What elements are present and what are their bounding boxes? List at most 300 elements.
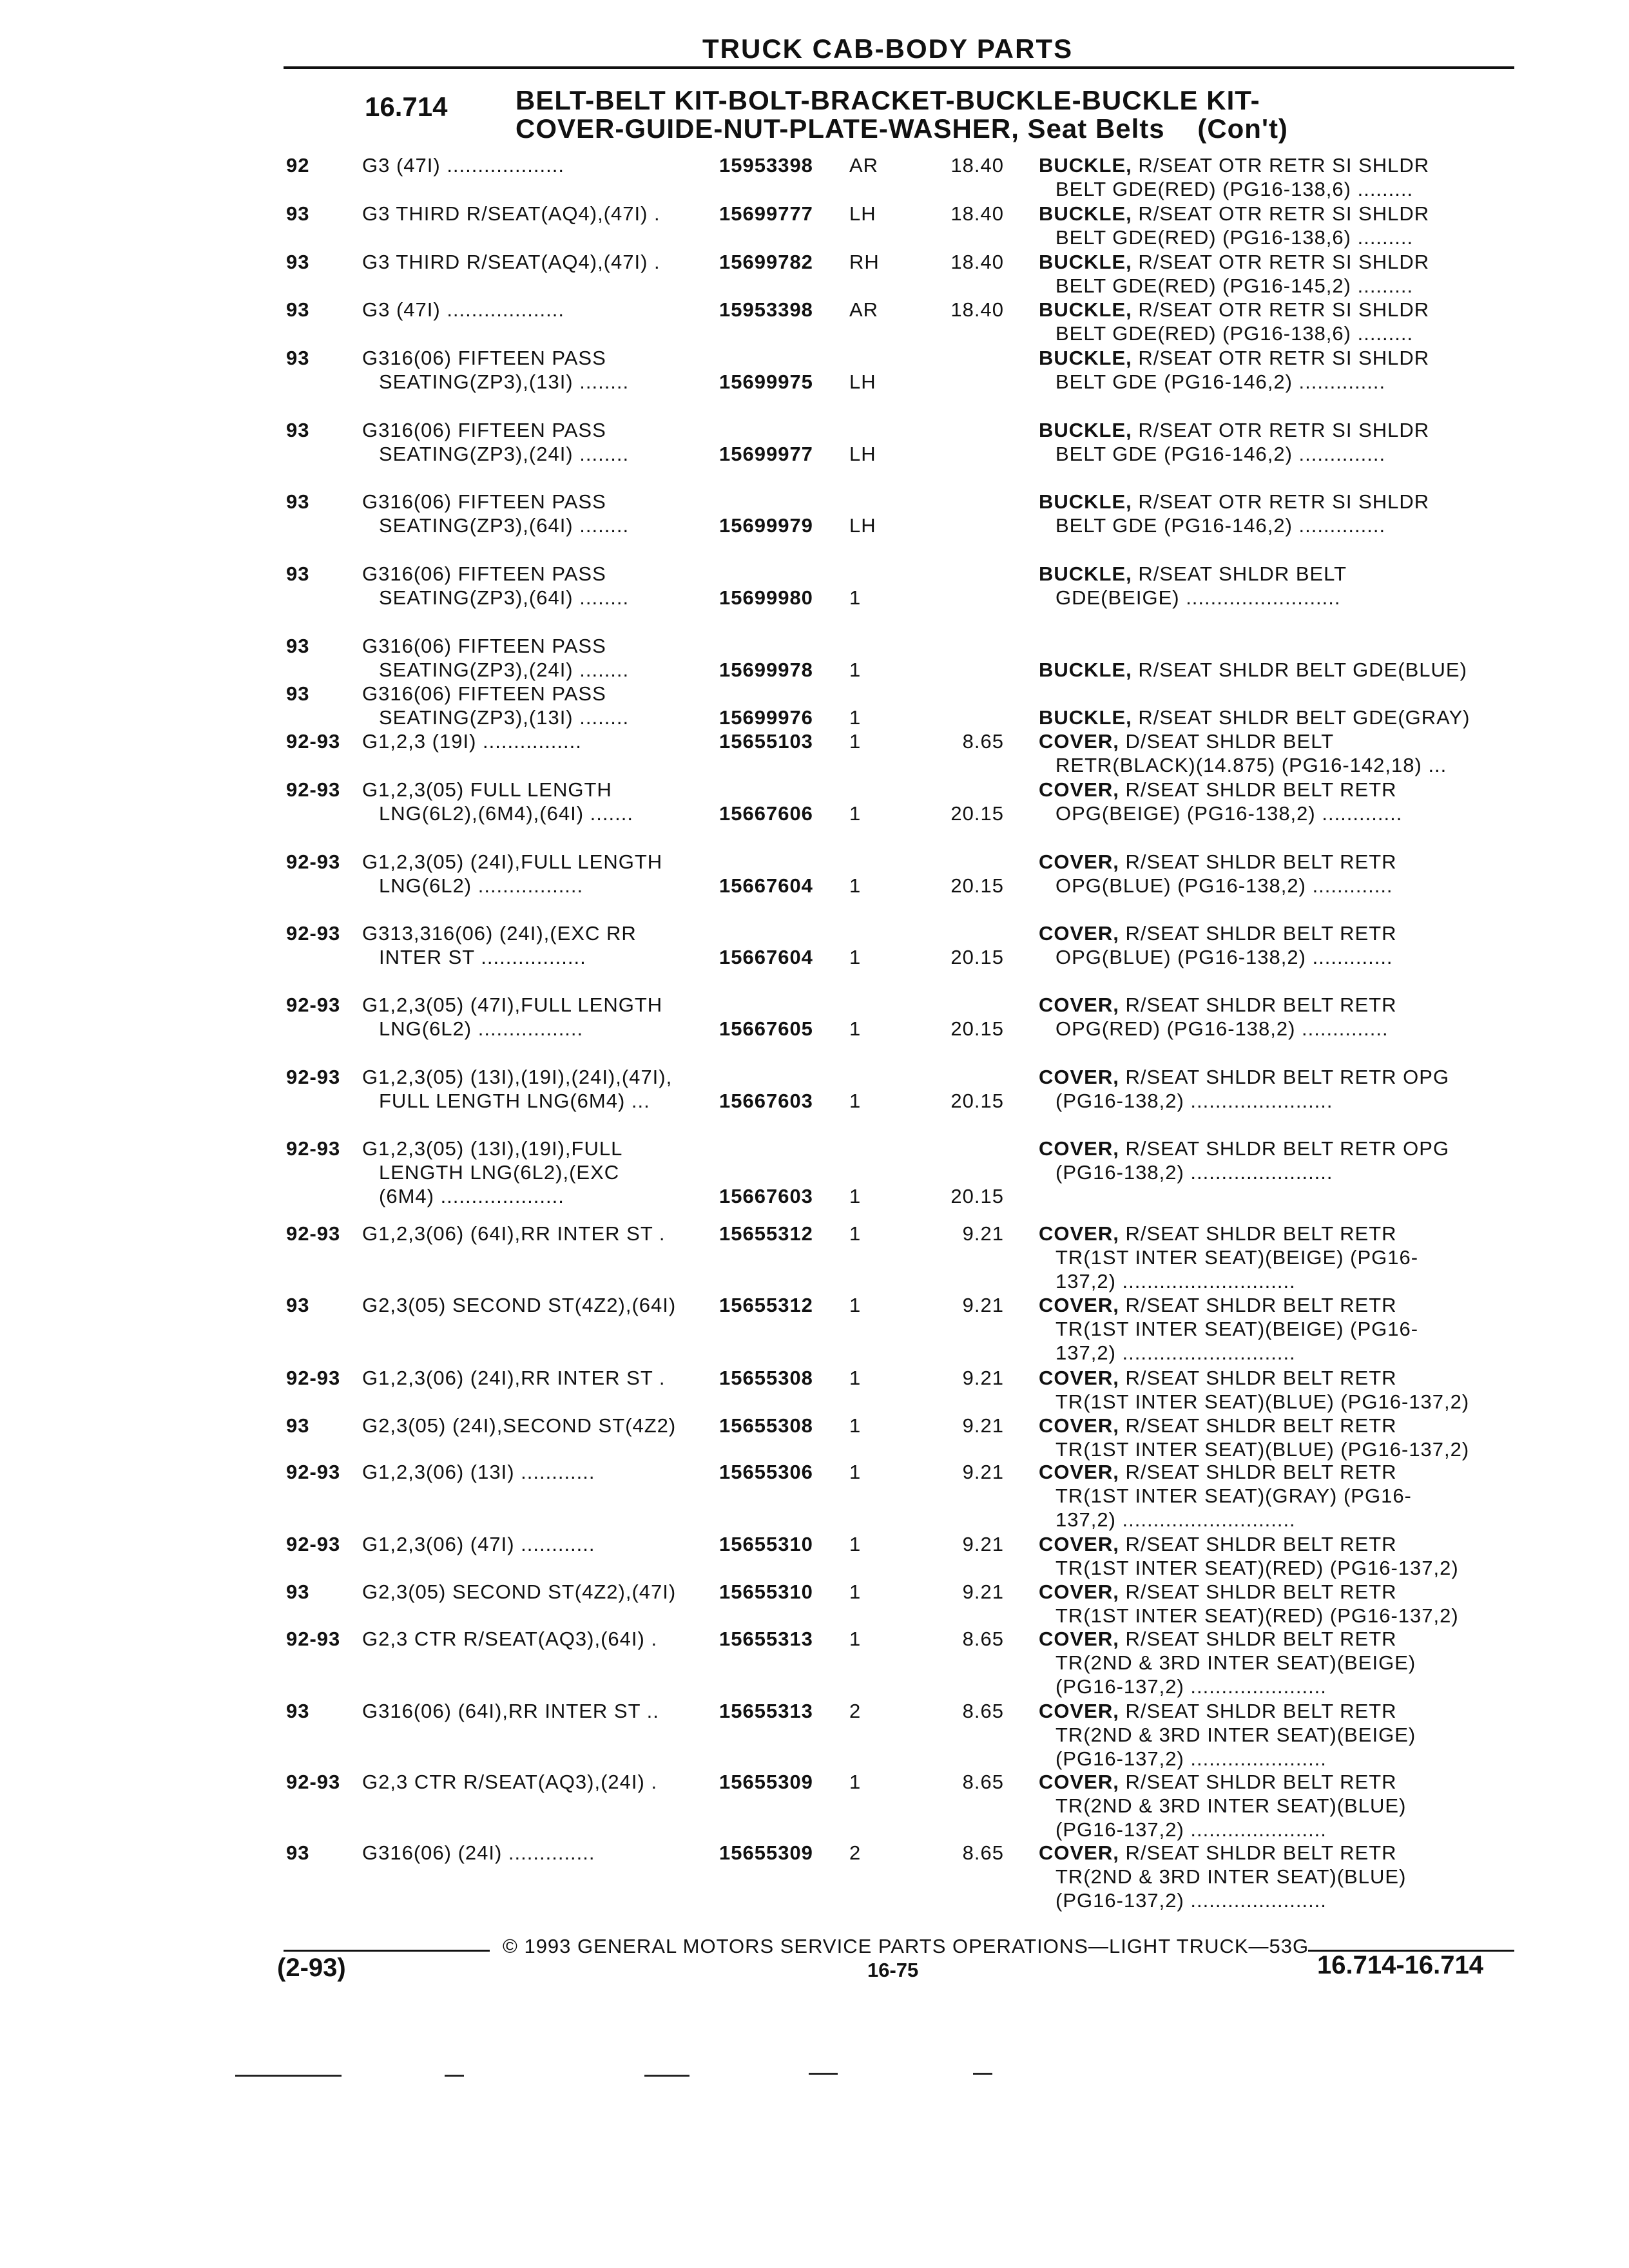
description-line: TR(2ND & 3RD INTER SEAT)(BEIGE) <box>1055 1724 1416 1746</box>
page-header-title: TRUCK CAB-BODY PARTS <box>702 34 1074 64</box>
usage-text <box>362 682 717 729</box>
footer-section-range: 16.714-16.714 <box>1317 1951 1484 1979</box>
price: 9.21 <box>962 1533 1004 1555</box>
quantity: AR <box>849 298 879 321</box>
model-year: 93 <box>286 251 310 273</box>
price: 8.65 <box>962 1700 1004 1722</box>
usage-text <box>362 1065 717 1113</box>
part-name: COVER, <box>1039 1581 1119 1603</box>
usage-text <box>362 1222 717 1245</box>
usage-line: G1,2,3(06) (13I) ............ <box>362 1461 595 1483</box>
usage-text <box>362 1366 717 1390</box>
description-line: BELT GDE(RED) (PG16-138,6) ......... <box>1055 322 1414 345</box>
quantity: 1 <box>849 802 862 825</box>
description-line: TR(1ST INTER SEAT)(RED) (PG16-137,2) <box>1055 1557 1459 1579</box>
part-number: 15699975 <box>719 370 813 393</box>
description-line: RETR(BLACK)(14.875) (PG16-142,18) ... <box>1055 754 1447 776</box>
section-title-cont: (Con't) <box>1197 113 1288 144</box>
description-line: TR(2ND & 3RD INTER SEAT)(BLUE) <box>1055 1865 1407 1888</box>
part-description <box>1039 1222 1503 1293</box>
part-name: BUCKLE, <box>1039 562 1132 585</box>
description-line: R/SEAT SHLDR BELT RETR <box>1125 1771 1397 1793</box>
price: 20.15 <box>950 874 1004 897</box>
description-line: BELT GDE (PG16-146,2) .............. <box>1055 514 1386 537</box>
part-description <box>1039 729 1503 777</box>
part-description <box>1039 993 1503 1041</box>
part-number: 15655310 <box>719 1533 813 1555</box>
description-line: R/SEAT SHLDR BELT RETR OPG <box>1125 1066 1450 1088</box>
usage-line: LNG(6L2) ................. <box>379 1017 584 1040</box>
part-number: 15699782 <box>719 251 813 273</box>
description-line: TR(1ST INTER SEAT)(BEIGE) (PG16- <box>1055 1318 1419 1340</box>
quantity: AR <box>849 154 879 177</box>
usage-line: G313,316(06) (24I),(EXC RR <box>362 922 637 945</box>
quantity: LH <box>849 202 876 225</box>
price: 20.15 <box>950 1090 1004 1112</box>
description-line: R/SEAT SHLDR BELT RETR <box>1125 1841 1397 1864</box>
usage-text <box>362 1841 717 1865</box>
part-description <box>1039 418 1503 466</box>
usage-line: G3 (47I) ................... <box>362 298 564 321</box>
model-year: 92-93 <box>286 1461 341 1483</box>
usage-text <box>362 202 717 226</box>
description-line: R/SEAT OTR RETR SI SHLDR <box>1138 298 1430 321</box>
description-line: D/SEAT SHLDR BELT <box>1125 730 1335 753</box>
quantity: 1 <box>849 1294 862 1316</box>
description-line: R/SEAT SHLDR BELT RETR <box>1125 778 1397 801</box>
price: 18.40 <box>950 251 1004 273</box>
part-description <box>1039 1627 1503 1698</box>
quantity: 1 <box>849 946 862 968</box>
part-number: 15953398 <box>719 298 813 321</box>
part-description <box>1039 346 1503 394</box>
model-year: 92-93 <box>286 1771 341 1793</box>
model-year: 92-93 <box>286 1628 341 1650</box>
price: 20.15 <box>950 802 1004 825</box>
model-year: 92-93 <box>286 1367 341 1389</box>
description-line: TR(1ST INTER SEAT)(GRAY) (PG16- <box>1055 1485 1412 1507</box>
scan-mark <box>235 2075 342 2077</box>
description-line: R/SEAT SHLDR BELT RETR <box>1125 994 1397 1016</box>
description-line: R/SEAT SHLDR BELT RETR <box>1125 1461 1397 1483</box>
usage-text <box>362 1699 717 1723</box>
description-line: BELT GDE (PG16-146,2) .............. <box>1055 370 1386 393</box>
quantity: 1 <box>849 1185 862 1207</box>
part-description <box>1039 1065 1503 1113</box>
usage-line: INTER ST ................. <box>379 946 586 968</box>
price: 9.21 <box>962 1461 1004 1483</box>
model-year: 93 <box>286 298 310 321</box>
model-year: 92-93 <box>286 922 341 945</box>
description-line: (PG16-138,2) ....................... <box>1055 1090 1333 1112</box>
usage-text <box>362 1137 717 1208</box>
section-number: 16.714 <box>365 91 448 122</box>
part-description <box>1039 1460 1503 1532</box>
usage-line: G2,3(05) (24I),SECOND ST(4Z2) <box>362 1414 677 1437</box>
part-name: COVER, <box>1039 1533 1119 1555</box>
part-name: BUCKLE, <box>1039 490 1132 513</box>
part-name: COVER, <box>1039 1771 1119 1793</box>
model-year: 92-93 <box>286 1222 341 1245</box>
description-line: TR(1ST INTER SEAT)(RED) (PG16-137,2) <box>1055 1604 1459 1627</box>
part-number: 15667604 <box>719 874 813 897</box>
part-number: 15667603 <box>719 1090 813 1112</box>
part-number: 15953398 <box>719 154 813 177</box>
usage-line: SEATING(ZP3),(64I) ........ <box>379 514 630 537</box>
usage-line: G1,2,3 (19I) ................ <box>362 730 582 753</box>
usage-line: (6M4) .................... <box>379 1185 564 1207</box>
description-line: R/SEAT SHLDR BELT GDE(BLUE) <box>1138 658 1467 681</box>
part-number: 15667606 <box>719 802 813 825</box>
usage-text <box>362 1627 717 1651</box>
usage-text <box>362 1770 717 1794</box>
model-year: 93 <box>286 1700 310 1722</box>
description-line: R/SEAT OTR RETR SI SHLDR <box>1138 419 1430 441</box>
description-line: R/SEAT SHLDR BELT RETR <box>1125 1628 1397 1650</box>
usage-line: G2,3(05) SECOND ST(4Z2),(64I) <box>362 1294 677 1316</box>
usage-line: SEATING(ZP3),(13I) ........ <box>379 706 630 729</box>
price: 9.21 <box>962 1367 1004 1389</box>
usage-text <box>362 1580 717 1604</box>
part-name: BUCKLE, <box>1039 202 1132 225</box>
usage-line: SEATING(ZP3),(24I) ........ <box>379 443 630 465</box>
usage-line: G316(06) FIFTEEN PASS <box>362 490 606 513</box>
description-line: R/SEAT SHLDR BELT RETR <box>1125 1294 1397 1316</box>
section-title-line2: COVER-GUIDE-NUT-PLATE-WASHER, Seat Belts <box>516 113 1165 144</box>
footer-date-code: (2-93) <box>277 1954 346 1982</box>
part-name: BUCKLE, <box>1039 298 1132 321</box>
model-year: 93 <box>286 419 310 441</box>
usage-line: SEATING(ZP3),(24I) ........ <box>379 658 630 681</box>
usage-text <box>362 298 717 322</box>
model-year: 93 <box>286 202 310 225</box>
quantity: 1 <box>849 586 862 609</box>
price: 9.21 <box>962 1294 1004 1316</box>
usage-text <box>362 850 717 898</box>
quantity: 1 <box>849 706 862 729</box>
part-number: 15667604 <box>719 946 813 968</box>
description-line: R/SEAT SHLDR BELT GDE(GRAY) <box>1138 706 1470 729</box>
description-line: OPG(BLUE) (PG16-138,2) ............. <box>1055 946 1393 968</box>
part-name: BUCKLE, <box>1039 658 1132 681</box>
part-number: 15699979 <box>719 514 813 537</box>
part-number: 15699978 <box>719 658 813 681</box>
part-name: COVER, <box>1039 1461 1119 1483</box>
model-year: 92 <box>286 154 310 177</box>
description-line: (PG16-138,2) ....................... <box>1055 1161 1333 1184</box>
usage-line: G3 (47I) ................... <box>362 154 564 177</box>
quantity: 1 <box>849 1367 862 1389</box>
description-line: TR(2ND & 3RD INTER SEAT)(BEIGE) <box>1055 1651 1416 1674</box>
part-number: 15655313 <box>719 1700 813 1722</box>
part-name: COVER, <box>1039 1414 1119 1437</box>
scan-mark <box>973 2073 992 2075</box>
part-description <box>1039 658 1503 682</box>
quantity: 1 <box>849 1628 862 1650</box>
usage-line: G3 THIRD R/SEAT(AQ4),(47I) . <box>362 251 660 273</box>
usage-text <box>362 250 717 274</box>
scan-mark <box>445 2075 464 2077</box>
usage-text <box>362 1414 717 1437</box>
part-name: BUCKLE, <box>1039 419 1132 441</box>
quantity: 1 <box>849 1090 862 1112</box>
description-line: BELT GDE(RED) (PG16-145,2) ......... <box>1055 274 1414 297</box>
description-line: OPG(BLUE) (PG16-138,2) ............. <box>1055 874 1393 897</box>
part-name: COVER, <box>1039 922 1119 945</box>
part-name: COVER, <box>1039 1841 1119 1864</box>
usage-line: G1,2,3(05) (24I),FULL LENGTH <box>362 850 663 873</box>
price: 20.15 <box>950 1185 1004 1207</box>
section-title <box>516 86 1405 143</box>
usage-text <box>362 729 717 753</box>
part-description <box>1039 562 1503 610</box>
usage-line: SEATING(ZP3),(64I) ........ <box>379 586 630 609</box>
quantity: 1 <box>849 1222 862 1245</box>
part-name: COVER, <box>1039 1294 1119 1316</box>
description-line: 137,2) ............................ <box>1055 1270 1296 1293</box>
model-year: 92-93 <box>286 730 341 753</box>
part-number: 15655310 <box>719 1581 813 1603</box>
description-line: (PG16-137,2) ...................... <box>1055 1818 1327 1841</box>
description-line: R/SEAT OTR RETR SI SHLDR <box>1138 202 1430 225</box>
part-number: 15667603 <box>719 1185 813 1207</box>
price: 20.15 <box>950 1017 1004 1040</box>
description-line: R/SEAT SHLDR BELT RETR <box>1125 1414 1397 1437</box>
part-description <box>1039 1532 1503 1580</box>
quantity: 1 <box>849 1533 862 1555</box>
quantity: 1 <box>849 658 862 681</box>
quantity: LH <box>849 443 876 465</box>
description-line: OPG(RED) (PG16-138,2) .............. <box>1055 1017 1389 1040</box>
usage-line: G1,2,3(05) (47I),FULL LENGTH <box>362 994 663 1016</box>
header-rule <box>284 66 1514 69</box>
price: 8.65 <box>962 1628 1004 1650</box>
footer-rule-left <box>284 1950 490 1952</box>
part-description <box>1039 490 1503 537</box>
model-year: 93 <box>286 1294 310 1316</box>
description-line: R/SEAT SHLDR BELT RETR OPG <box>1125 1137 1450 1160</box>
part-number: 15655313 <box>719 1628 813 1650</box>
model-year: 92-93 <box>286 778 341 801</box>
part-description <box>1039 153 1503 201</box>
footer-page-number: 16-75 <box>867 1959 919 1981</box>
description-line: R/SEAT SHLDR BELT RETR <box>1125 1700 1397 1722</box>
description-line: (PG16-137,2) ...................... <box>1055 1889 1327 1912</box>
usage-line: G2,3(05) SECOND ST(4Z2),(47I) <box>362 1581 677 1603</box>
scan-mark <box>809 2073 838 2075</box>
part-name: COVER, <box>1039 994 1119 1016</box>
usage-line: G316(06) FIFTEEN PASS <box>362 635 606 657</box>
price: 20.15 <box>950 946 1004 968</box>
description-line: TR(1ST INTER SEAT)(BLUE) (PG16-137,2) <box>1055 1438 1470 1461</box>
description-line: BELT GDE (PG16-146,2) .............. <box>1055 443 1386 465</box>
quantity: LH <box>849 514 876 537</box>
part-name: COVER, <box>1039 1628 1119 1650</box>
part-description <box>1039 1293 1503 1365</box>
price: 9.21 <box>962 1414 1004 1437</box>
usage-line: G1,2,3(05) (13I),(19I),(24I),(47I), <box>362 1066 673 1088</box>
description-line: R/SEAT SHLDR BELT RETR <box>1125 922 1397 945</box>
usage-text <box>362 562 717 610</box>
section-title-line1: BELT-BELT KIT-BOLT-BRACKET-BUCKLE-BUCKLE KIT- <box>516 85 1260 115</box>
usage-line: G1,2,3(06) (47I) ............ <box>362 1533 595 1555</box>
part-number: 15699777 <box>719 202 813 225</box>
price: 18.40 <box>950 298 1004 321</box>
part-name: COVER, <box>1039 730 1119 753</box>
part-name: COVER, <box>1039 778 1119 801</box>
description-line: TR(1ST INTER SEAT)(BEIGE) (PG16- <box>1055 1246 1419 1269</box>
usage-line: G316(06) (64I),RR INTER ST .. <box>362 1700 659 1722</box>
description-line: 137,2) ............................ <box>1055 1508 1296 1531</box>
part-description <box>1039 1580 1503 1628</box>
usage-text <box>362 153 717 177</box>
description-line: BELT GDE(RED) (PG16-138,6) ......... <box>1055 178 1414 200</box>
description-line: R/SEAT OTR RETR SI SHLDR <box>1138 490 1430 513</box>
usage-text <box>362 346 717 394</box>
usage-text <box>362 1460 717 1484</box>
usage-text <box>362 1532 717 1556</box>
model-year: 93 <box>286 1841 310 1864</box>
description-line: GDE(BEIGE) ......................... <box>1055 586 1341 609</box>
part-number: 15655312 <box>719 1294 813 1316</box>
part-description <box>1039 1770 1503 1841</box>
quantity: 1 <box>849 1581 862 1603</box>
usage-text <box>362 490 717 537</box>
price: 9.21 <box>962 1222 1004 1245</box>
part-number: 15699980 <box>719 586 813 609</box>
description-line: TR(1ST INTER SEAT)(BLUE) (PG16-137,2) <box>1055 1390 1470 1413</box>
price: 18.40 <box>950 202 1004 225</box>
part-number: 15667605 <box>719 1017 813 1040</box>
part-number: 15655103 <box>719 730 813 753</box>
usage-line: G3 THIRD R/SEAT(AQ4),(47I) . <box>362 202 660 225</box>
part-name: COVER, <box>1039 1066 1119 1088</box>
part-description <box>1039 921 1503 969</box>
usage-line: G316(06) (24I) .............. <box>362 1841 595 1864</box>
model-year: 93 <box>286 635 310 657</box>
part-description <box>1039 778 1503 825</box>
part-name: COVER, <box>1039 850 1119 873</box>
usage-line: G1,2,3(06) (24I),RR INTER ST . <box>362 1367 666 1389</box>
price: 18.40 <box>950 154 1004 177</box>
usage-text <box>362 634 717 682</box>
quantity: 1 <box>849 874 862 897</box>
description-line: R/SEAT SHLDR BELT RETR <box>1125 850 1397 873</box>
part-number: 15655306 <box>719 1461 813 1483</box>
scan-mark <box>644 2075 689 2077</box>
description-line: (PG16-137,2) ...................... <box>1055 1675 1327 1698</box>
part-description <box>1039 1366 1503 1414</box>
description-line: R/SEAT OTR RETR SI SHLDR <box>1138 347 1430 369</box>
model-year: 92-93 <box>286 1533 341 1555</box>
description-line: R/SEAT SHLDR BELT RETR <box>1125 1222 1397 1245</box>
part-number: 15655309 <box>719 1841 813 1864</box>
part-description <box>1039 298 1503 345</box>
usage-line: LNG(6L2) ................. <box>379 874 584 897</box>
description-line: R/SEAT SHLDR BELT RETR <box>1125 1533 1397 1555</box>
part-description <box>1039 1137 1503 1184</box>
usage-line: G316(06) FIFTEEN PASS <box>362 682 606 705</box>
usage-line: G316(06) FIFTEEN PASS <box>362 347 606 369</box>
usage-line: SEATING(ZP3),(13I) ........ <box>379 370 630 393</box>
part-description <box>1039 706 1503 729</box>
quantity: 1 <box>849 1461 862 1483</box>
footer-copyright: © 1993 GENERAL MOTORS SERVICE PARTS OPERATIONS—LIGHT TRUCK—53G <box>503 1935 1309 1957</box>
model-year: 93 <box>286 682 310 705</box>
part-number: 15655308 <box>719 1414 813 1437</box>
model-year: 92-93 <box>286 850 341 873</box>
description-line: R/SEAT SHLDR BELT RETR <box>1125 1367 1397 1389</box>
usage-text <box>362 921 717 969</box>
quantity: RH <box>849 251 880 273</box>
quantity: 1 <box>849 730 862 753</box>
quantity: 1 <box>849 1414 862 1437</box>
quantity: LH <box>849 370 876 393</box>
part-description <box>1039 1841 1503 1912</box>
quantity: 1 <box>849 1017 862 1040</box>
model-year: 92-93 <box>286 1066 341 1088</box>
part-name: BUCKLE, <box>1039 347 1132 369</box>
model-year: 93 <box>286 490 310 513</box>
model-year: 93 <box>286 347 310 369</box>
quantity: 2 <box>849 1700 862 1722</box>
usage-line: G316(06) FIFTEEN PASS <box>362 562 606 585</box>
usage-line: LENGTH LNG(6L2),(EXC <box>379 1161 620 1184</box>
usage-line: G1,2,3(05) (13I),(19I),FULL <box>362 1137 623 1160</box>
description-line: 137,2) ............................ <box>1055 1341 1296 1364</box>
usage-line: G1,2,3(05) FULL LENGTH <box>362 778 612 801</box>
usage-line: LNG(6L2),(6M4),(64I) ....... <box>379 802 633 825</box>
description-line: BELT GDE(RED) (PG16-138,6) ......... <box>1055 226 1414 249</box>
part-name: BUCKLE, <box>1039 251 1132 273</box>
part-name: BUCKLE, <box>1039 154 1132 177</box>
price: 8.65 <box>962 730 1004 753</box>
part-name: COVER, <box>1039 1700 1119 1722</box>
description-line: OPG(BEIGE) (PG16-138,2) ............. <box>1055 802 1403 825</box>
part-name: COVER, <box>1039 1137 1119 1160</box>
description-line: R/SEAT SHLDR BELT <box>1138 562 1347 585</box>
part-description <box>1039 850 1503 898</box>
part-number: 15655308 <box>719 1367 813 1389</box>
part-name: COVER, <box>1039 1222 1119 1245</box>
part-number: 15699977 <box>719 443 813 465</box>
model-year: 92-93 <box>286 994 341 1016</box>
model-year: 93 <box>286 1581 310 1603</box>
part-number: 15655312 <box>719 1222 813 1245</box>
part-description <box>1039 202 1503 249</box>
price: 9.21 <box>962 1581 1004 1603</box>
part-number: 15655309 <box>719 1771 813 1793</box>
part-number: 15699976 <box>719 706 813 729</box>
description-line: R/SEAT OTR RETR SI SHLDR <box>1138 251 1430 273</box>
part-description <box>1039 250 1503 298</box>
model-year: 93 <box>286 1414 310 1437</box>
description-line: (PG16-137,2) ...................... <box>1055 1747 1327 1770</box>
usage-line: G2,3 CTR R/SEAT(AQ3),(24I) . <box>362 1771 658 1793</box>
usage-text <box>362 1293 717 1317</box>
usage-line: G1,2,3(06) (64I),RR INTER ST . <box>362 1222 666 1245</box>
usage-line: G2,3 CTR R/SEAT(AQ3),(64I) . <box>362 1628 658 1650</box>
usage-line: FULL LENGTH LNG(6M4) ... <box>379 1090 650 1112</box>
usage-text <box>362 418 717 466</box>
part-description <box>1039 1699 1503 1771</box>
part-name: COVER, <box>1039 1367 1119 1389</box>
model-year: 92-93 <box>286 1137 341 1160</box>
usage-line: G316(06) FIFTEEN PASS <box>362 419 606 441</box>
usage-text <box>362 993 717 1041</box>
part-name: BUCKLE, <box>1039 706 1132 729</box>
model-year: 93 <box>286 562 310 585</box>
